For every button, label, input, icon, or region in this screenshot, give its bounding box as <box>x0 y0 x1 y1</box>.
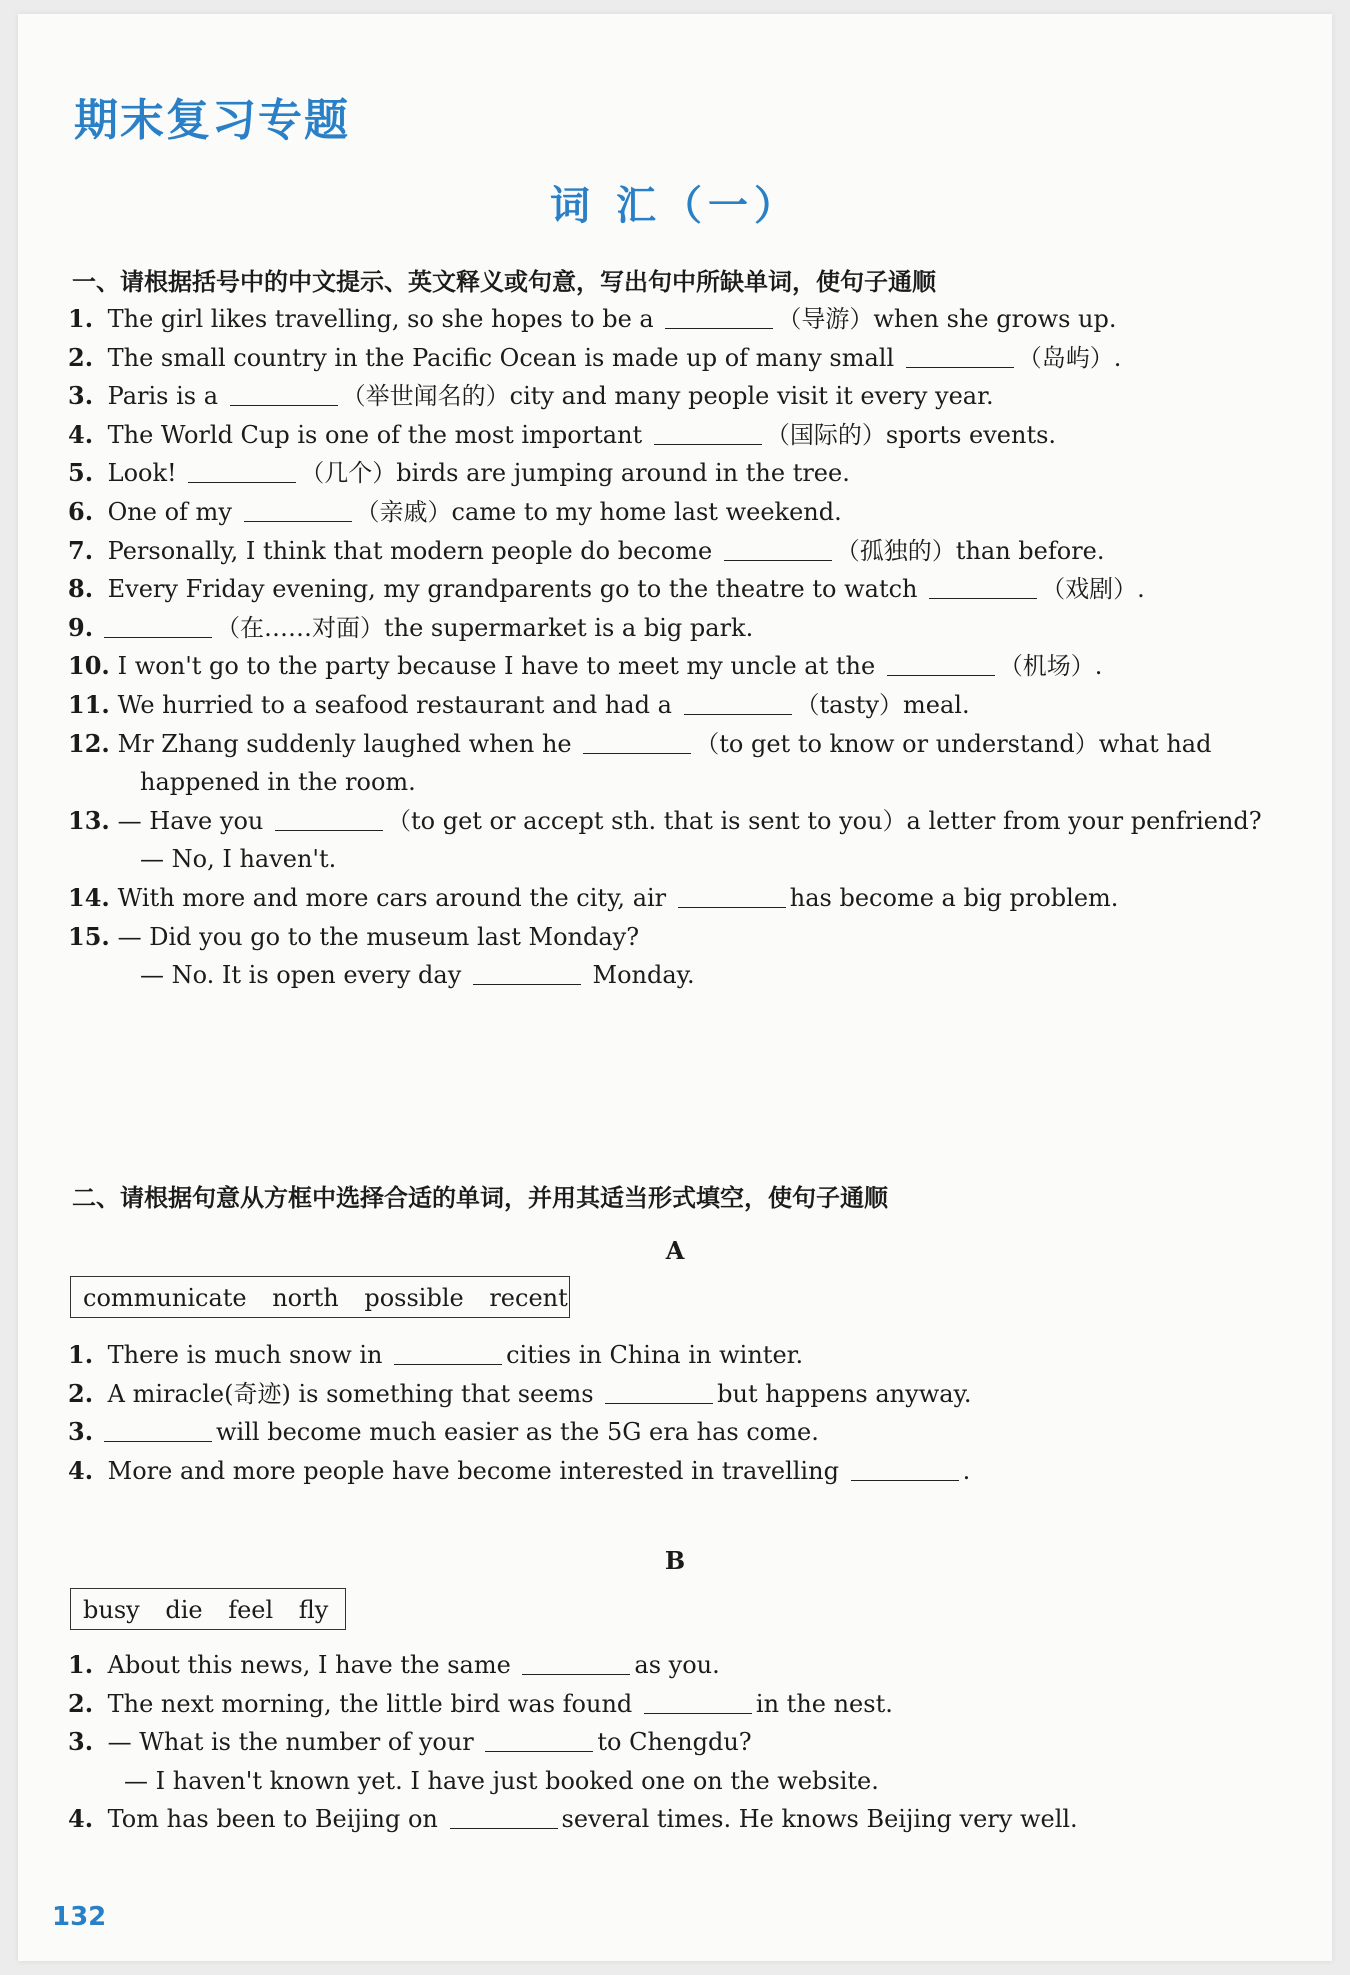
question-number: 4. <box>68 1455 94 1485</box>
question-text-after: （戏剧）. <box>1041 575 1145 604</box>
question-number: 4. <box>68 419 94 449</box>
question-line <box>68 651 1288 681</box>
continuation-text-after: Monday. <box>584 961 695 990</box>
question-number: 15. <box>68 921 110 951</box>
question-number: 14. <box>68 883 110 912</box>
question-text-after: （tasty）meal. <box>795 691 970 719</box>
question-text-after: （亲戚）came to my home last weekend. <box>355 498 842 526</box>
question-line <box>68 1340 1288 1370</box>
question-text-before: About this news, I have the same <box>100 1651 519 1679</box>
question-line <box>68 497 1288 527</box>
question-continuation <box>140 844 336 874</box>
question-number: 1. <box>68 304 94 333</box>
group-b-word-box: busy die feel fly <box>70 1588 346 1630</box>
answer-blank[interactable] <box>906 345 1014 368</box>
question-text-after: . <box>962 1456 971 1485</box>
question-number: 2. <box>68 1378 94 1408</box>
question-text-before: The next morning, the little bird was found <box>100 1689 640 1718</box>
question-text-before: I won't go to the party because I have to meet my uncle at the <box>110 652 883 681</box>
question-text-before: — Have you <box>110 806 271 835</box>
question-text-after: as you. <box>634 1651 720 1679</box>
question-line <box>68 1417 1288 1447</box>
answer-blank[interactable] <box>583 731 691 754</box>
question-line <box>68 1727 1288 1757</box>
question-text-after: （to get or accept sth. that is sent to you）a letter from your penfriend? <box>386 806 1262 835</box>
question-line <box>68 690 1288 720</box>
question-number: 1. <box>68 1650 94 1679</box>
question-text-before: We hurried to a seafood restaurant and had a <box>110 691 680 719</box>
part2-heading: 二、请根据句意从方框中选择合适的单词，并用其适当形式填空，使句子通顺 <box>72 1184 888 1212</box>
question-line <box>68 883 1288 913</box>
question-text-before: There is much snow in <box>100 1341 391 1369</box>
question-text-before: Personally, I think that modern people do become <box>100 536 720 565</box>
answer-blank[interactable] <box>188 460 296 483</box>
question-number: 13. <box>68 805 110 835</box>
question-text-before: The World Cup is one of the most important <box>100 420 650 449</box>
question-text-before: Every Friday evening, my grandparents go to the theatre to watch <box>100 575 926 604</box>
question-text-after: （举世闻名的）city and many people visit it every year. <box>341 382 994 411</box>
continuation-text: — I haven't known yet. I have just booked one on the website. <box>124 1766 879 1795</box>
question-text-before: Tom has been to Beijing on <box>100 1805 446 1834</box>
question-text-before: The small country in the Pacific Ocean is made up of many small <box>100 343 902 372</box>
group-b-label: B <box>664 1546 686 1575</box>
question-text-after: but happens anyway. <box>717 1379 972 1408</box>
question-text-before: Mr Zhang suddenly laughed when he <box>110 729 580 758</box>
question-line <box>68 1456 1288 1486</box>
question-text-after: to Chengdu? <box>597 1728 752 1757</box>
answer-blank[interactable] <box>244 499 352 522</box>
question-text-after: （to get to know or understand）what had <box>695 729 1212 758</box>
answer-blank[interactable] <box>851 1458 959 1481</box>
question-number: 12. <box>68 728 110 758</box>
question-number: 1. <box>68 1340 94 1369</box>
answer-blank[interactable] <box>485 1729 593 1752</box>
question-line <box>68 729 1288 759</box>
group-a-word-box: communicate north possible recent <box>70 1276 570 1318</box>
question-line <box>68 1689 1288 1719</box>
question-number: 11. <box>68 690 110 719</box>
answer-blank[interactable] <box>644 1691 752 1714</box>
question-text-after: in the nest. <box>755 1689 893 1718</box>
question-line <box>68 574 1288 604</box>
question-line <box>68 458 1288 488</box>
question-number: 4. <box>68 1804 94 1834</box>
answer-blank[interactable] <box>678 885 786 908</box>
question-text-after: （孤独的）than before. <box>835 536 1105 565</box>
question-text-before: Look! <box>100 459 185 488</box>
question-text-after: will become much easier as the 5G era has come. <box>216 1418 819 1447</box>
answer-blank[interactable] <box>522 1652 630 1675</box>
question-text-after: （导游）when she grows up. <box>777 305 1117 333</box>
question-line <box>68 420 1288 450</box>
answer-blank[interactable] <box>473 962 581 985</box>
answer-blank[interactable] <box>887 653 995 676</box>
question-number: 5. <box>68 458 94 488</box>
question-text-after: （机场）. <box>998 652 1103 681</box>
question-text-after: cities in China in winter. <box>506 1341 804 1369</box>
answer-blank[interactable] <box>230 383 338 406</box>
question-line <box>68 1379 1288 1409</box>
question-number: 6. <box>68 497 94 526</box>
answer-blank[interactable] <box>929 576 1037 599</box>
answer-blank[interactable] <box>684 692 792 715</box>
continuation-text: — No, I haven't. <box>140 845 337 874</box>
question-number: 3. <box>68 381 94 411</box>
answer-blank[interactable] <box>275 808 383 831</box>
answer-blank[interactable] <box>724 538 832 561</box>
question-line <box>68 806 1288 836</box>
question-text-after: （岛屿）. <box>1017 343 1122 372</box>
answer-blank[interactable] <box>665 306 773 329</box>
question-continuation <box>124 1766 879 1796</box>
question-text-before: More and more people have become interested in travelling <box>100 1456 847 1485</box>
answer-blank[interactable] <box>104 615 212 638</box>
answer-blank[interactable] <box>394 1342 502 1365</box>
worksheet-page <box>18 14 1332 1961</box>
question-number: 8. <box>68 574 94 604</box>
question-text-before: The girl likes travelling, so she hopes to be a <box>100 305 662 333</box>
question-text-before: One of my <box>100 498 240 526</box>
question-line <box>68 613 1288 643</box>
question-line <box>68 536 1288 566</box>
question-text-before: With more and more cars around the city, air <box>110 884 674 912</box>
continuation-text: — No. It is open every day <box>140 961 469 990</box>
question-number: 10. <box>68 651 110 681</box>
question-line <box>68 381 1288 411</box>
question-text-after: （几个）birds are jumping around in the tree. <box>300 459 850 488</box>
question-line <box>68 1804 1288 1834</box>
question-line <box>68 343 1288 373</box>
question-continuation <box>140 960 695 990</box>
answer-blank[interactable] <box>654 422 762 445</box>
group-a-label: A <box>665 1236 685 1265</box>
question-text-before: Paris is a <box>100 382 226 411</box>
header-title: 期末复习专题 <box>74 95 350 146</box>
question-number: 3. <box>68 1727 94 1757</box>
question-text-after: several times. He knows Beijing very well. <box>561 1805 1078 1834</box>
question-text-after: has become a big problem. <box>789 884 1119 912</box>
question-text-before: — What is the number of your <box>100 1728 482 1757</box>
question-number: 9. <box>68 612 94 642</box>
answer-blank[interactable] <box>605 1381 713 1404</box>
question-number: 2. <box>68 342 94 372</box>
answer-blank[interactable] <box>104 1419 212 1442</box>
page-number: 132 <box>52 1902 107 1932</box>
question-number: 7. <box>68 535 94 565</box>
question-line <box>68 922 1288 952</box>
question-text-before: A miracle(奇迹) is something that seems <box>100 1379 602 1408</box>
question-line <box>68 1650 1288 1680</box>
continuation-text: happened in the room. <box>140 768 416 797</box>
section-title: 词 汇（一） <box>550 182 800 229</box>
answer-blank[interactable] <box>450 1806 558 1829</box>
question-text-after: （国际的）sports events. <box>765 420 1057 449</box>
question-continuation <box>140 767 416 797</box>
question-line <box>68 304 1288 334</box>
question-number: 3. <box>68 1417 94 1447</box>
question-text-before: — Did you go to the museum last Monday? <box>110 922 640 951</box>
part1-heading: 一、请根据括号中的中文提示、英文释义或句意，写出句中所缺单词，使句子通顺 <box>72 268 936 296</box>
question-number: 2. <box>68 1688 94 1718</box>
question-text-after: （在……对面）the supermarket is a big park. <box>216 613 754 642</box>
